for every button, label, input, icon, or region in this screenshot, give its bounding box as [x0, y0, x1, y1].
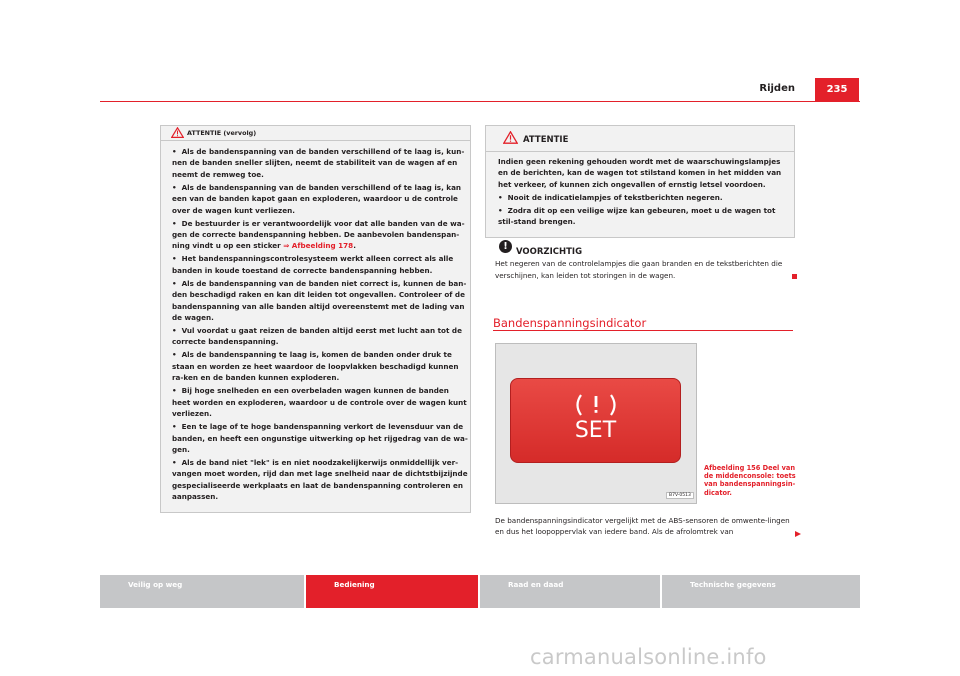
caution-text: Het negeren van de controlelampjes die gaan branden en de tekstberichten die verschijnen, kan leiden tot storingen in de wagen.: [495, 259, 783, 281]
list-item: • Vul voordat u gaat reizen de banden altijd eerst met lucht aan tot de correcte bandenspanning.: [172, 326, 462, 347]
warning-triangle-icon: [503, 131, 518, 144]
body-paragraph: De bandenspanningsindicator vergelijkt met de ABS-sensoren de omwente-lingen en dus het loopoppervlak van iedere band. Als de afrolomtrek van: [495, 516, 790, 537]
list-item: • Als de bandenspanning van de banden verschillend of te laag is, kan een van de banden kapot gaan en exploderen, waardoor u de controle over de wagen kunt verliezen.: [172, 182, 462, 215]
watermark: carmanualsonline.info: [530, 645, 767, 669]
list-item: • Als de bandenspanning van de banden niet correct is, kunnen de ban-den beschadigd raken en kan dit leiden tot ongevallen. Controleer of de bandenspanning van alle banden altijd overeenstemt met de lading van de wagen.: [172, 278, 467, 323]
figure-link[interactable]: ⇒ Afbeelding 178: [283, 241, 354, 251]
tab-veilig-op-weg[interactable]: Veilig op weg: [100, 575, 304, 608]
list-item: • Als de bandenspanning te laag is, komen de banden onder druk te staan en worden ze heet waardoor de loopvlakken beschadigd kunnen ra-ken en de banden kunnen exploderen.: [172, 350, 459, 383]
tire-pressure-warning-icon: [575, 392, 617, 418]
warning-continued-list: [172, 146, 468, 504]
list-item: • Een te lage of te hoge bandenspanning verkort de levensduur van de banden, en heeft een ongunstige uitwerking op het rijgedrag van de wa-gen.: [172, 422, 468, 454]
list-item: • Nooit de indicatielampjes of tekstberichten negeren.: [498, 192, 723, 202]
section-heading: Bandenspanningsindicator: [493, 316, 647, 330]
list-item: • Als de bandenspanning van de banden verschillend of te laag is, kun-nen de banden sneller slijten, neemt de stabiliteit van de wagen af en neemt de remweg toe.: [172, 147, 465, 179]
set-label: SET: [574, 418, 617, 443]
list-item: • Zodra dit op een veilige wijze kan gebeuren, moet u de wagen tot stil-stand brengen.: [498, 205, 776, 227]
section-heading-rule: [493, 330, 793, 331]
warning-header: [486, 126, 794, 152]
warning-triangle-icon: [171, 127, 184, 138]
warning-intro: Indien geen rekening gehouden wordt met de waarschuwingslampjes en de berichten, kan de wagen tot stilstand komen in het midden van het verkeer, of kunnen zich ongevallen of ernstig letsel voordoen.: [498, 157, 782, 189]
tab-raad-en-daad[interactable]: Raad en daad: [480, 575, 660, 608]
warning-title: ATTENTIE: [523, 135, 569, 145]
warning-box: [485, 125, 795, 238]
caution-title: VOORZICHTIG: [516, 247, 583, 257]
tab-technische-gegevens[interactable]: Technische gegevens: [662, 575, 860, 608]
tab-bediening[interactable]: Bediening: [306, 575, 478, 608]
page-number: 235: [815, 78, 859, 101]
continue-arrow-icon: [795, 531, 801, 537]
list-item: • Als de band niet "lek" is en niet noodzakelijkerwijs onmiddellijk ver-vangen moet worden, rijd dan met lage snelheid naar de dichtstbijzijnde gespecialiseerde werkplaats en laat de bandenspanning controleren en aanpassen.: [172, 457, 468, 502]
warning-continued-title: ATTENTIE (vervolg): [187, 129, 257, 137]
list-item: • De bestuurder is er verantwoordelijk voor dat alle banden van de wa-gen de correcte bandenspanning hebben. De aanbevolen bandenspan-ning vindt u op een sticker ⇒ Afbeelding 178.: [172, 218, 465, 251]
list-item: • Het bandenspanningscontrolesysteem werkt alleen correct als alle banden in koude toestand de correcte bandenspanning hebben.: [172, 254, 454, 275]
list-item: • Bij hoge snelheden en een overbeladen wagen kunnen de banden heet worden en exploderen, waardoor u de controle over de wagen kunt verliezen.: [172, 386, 467, 419]
section-end-marker: [792, 274, 797, 279]
warning-content: [498, 156, 791, 229]
section-title: Rijden: [759, 83, 795, 94]
header-rule: [100, 101, 860, 102]
figure-code: B7V-0513: [666, 492, 694, 499]
caution-icon: !: [499, 240, 512, 253]
figure-caption: Afbeelding 156 Deel van de middenconsole: toets van bandenspanningsin-dicator.: [704, 464, 796, 497]
warning-continued-box: [160, 125, 471, 513]
warning-continued-header: [161, 126, 470, 141]
